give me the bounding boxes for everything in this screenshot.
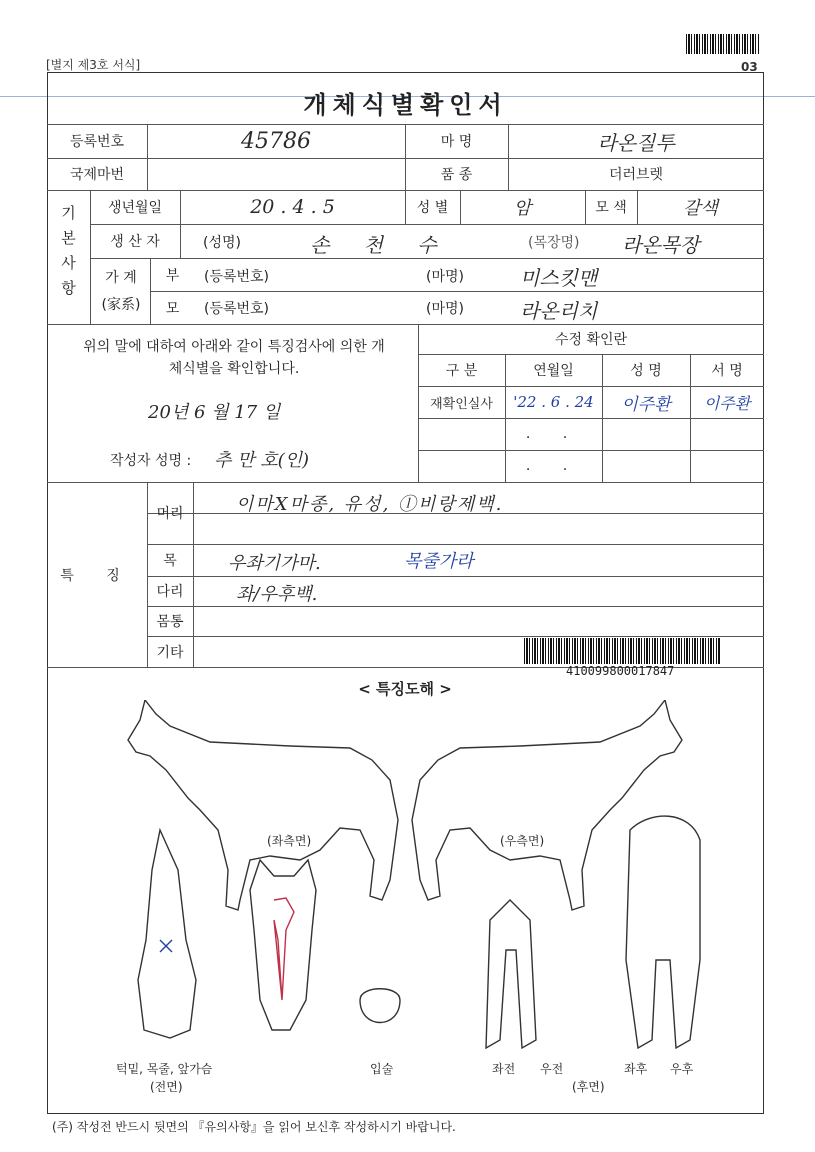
revision-row2-date: . .: [525, 426, 582, 442]
basic-section-label: 기본사항: [59, 205, 77, 305]
author-label: 작성자 성명 :: [110, 453, 192, 469]
lips-caption: 입술: [370, 1062, 394, 1076]
line: [147, 576, 764, 577]
left-hind-caption: 좌후: [624, 1062, 648, 1076]
revision-col-name: 성 명: [630, 363, 662, 379]
line: [147, 606, 764, 607]
feature-neck-value: 우좌기가마.: [228, 553, 321, 574]
revision-row1-type: 재확인실사: [430, 396, 493, 412]
line: [193, 482, 194, 667]
revision-row1-sign: 이주환: [703, 393, 751, 413]
sire-name-label: (마명): [426, 269, 464, 285]
revision-title: 수정 확인란: [554, 332, 628, 348]
breed-value: 더러브렛: [608, 167, 664, 183]
front-chest-view: [138, 830, 196, 1038]
dam-reg-label: (등록번호): [204, 301, 270, 317]
dam-name-label: (마명): [426, 301, 464, 317]
feature-other-label: 기타: [156, 644, 184, 661]
left-fore-caption: 좌전: [492, 1062, 516, 1076]
dam-label: 모: [165, 300, 180, 317]
producer-name-label: (성명): [203, 235, 241, 251]
right-side-horse: [412, 700, 682, 910]
sex-label: 성 별: [416, 200, 449, 216]
pedigree-sub-label: (家系): [101, 297, 141, 313]
producer-name-value: 손 천 수: [310, 233, 451, 257]
revision-row1-name: 이주환: [621, 394, 671, 415]
revision-col-date: 연월일: [533, 363, 574, 379]
coat-value: 갈색: [683, 198, 718, 219]
line: [147, 636, 764, 637]
horse-name-label: 마 명: [440, 134, 473, 150]
form-label: [별지 제3호 서식]: [46, 58, 141, 72]
feature-body-label: 몸통: [156, 614, 184, 630]
page-number: 03: [741, 60, 758, 74]
id-barcode: [524, 638, 720, 664]
top-barcode: [686, 34, 760, 54]
birth-label: 생년월일: [107, 200, 163, 216]
feature-neck-value-2: 목줄가라: [404, 551, 474, 572]
rear-view-caption: (후면): [572, 1080, 605, 1094]
head-marking: [274, 898, 294, 1000]
front-view-caption: (전면): [150, 1080, 183, 1094]
right-side-caption: (우측면): [500, 834, 545, 848]
feature-head-label: 머리: [156, 506, 184, 522]
left-side-caption: (좌측면): [267, 834, 312, 848]
revision-row3-date: . .: [525, 458, 582, 474]
intl-no-label: 국제마번: [69, 167, 125, 183]
reg-value: 45786: [241, 128, 311, 154]
birth-value: 20 . 4 . 5: [250, 196, 335, 218]
sire-name-value: 미스킷맨: [520, 266, 598, 290]
coat-label: 모 색: [595, 200, 627, 216]
front-caption: 턱밑, 목줄, 앞가슴: [116, 1062, 213, 1076]
revision-col-sign: 서 명: [711, 363, 743, 379]
sex-value: 암: [513, 198, 532, 219]
farm-label: (목장명): [528, 235, 580, 251]
fore-legs-view: [486, 900, 536, 1048]
confirm-statement: 위의 말에 대하여 아래와 같이 특징검사에 의한 개체식별을 확인합니다.: [83, 339, 385, 377]
breed-label: 품 종: [440, 167, 473, 183]
line: [150, 291, 764, 292]
feature-neck-label: 목: [163, 553, 177, 569]
author-value: 추 만 호(인): [214, 450, 310, 471]
feature-head-value: 이마X마종, 유성, ⓛ비랑제백.: [236, 494, 504, 515]
dam-name-value: 라온리치: [520, 299, 598, 323]
rear-view: [626, 816, 700, 1048]
line: [90, 224, 764, 225]
features-section-label: 특 징: [60, 567, 134, 584]
producer-label: 생 산 자: [110, 234, 160, 250]
diagram-title: < 특징도해 >: [358, 679, 452, 698]
confirm-date: 20년 6 월 17 일: [148, 402, 281, 423]
pedigree-label: 가 계: [105, 270, 137, 286]
revision-row1-date: '22 . 6 . 24: [513, 393, 594, 411]
sire-label: 부: [165, 267, 180, 284]
page-title: 개체식별확인서: [303, 90, 508, 119]
farm-value: 라온목장: [622, 233, 700, 257]
reg-label: 등록번호: [69, 134, 125, 150]
left-side-horse: [128, 700, 398, 910]
horse-name-value: 라온질투: [597, 130, 675, 155]
feature-legs-value: 좌/우후백.: [236, 584, 318, 605]
feature-legs-label: 다리: [156, 584, 184, 600]
right-fore-caption: 우전: [540, 1062, 564, 1076]
horse-diagram: [60, 700, 750, 1070]
footer-note: (주) 작성전 반드시 뒷면의 『유의사항』을 읽어 보신후 작성하시기 바랍니다.: [52, 1120, 456, 1134]
neck-marking: [160, 940, 172, 952]
sire-reg-label: (등록번호): [204, 269, 270, 285]
line: [147, 544, 764, 545]
lips-view: [360, 989, 400, 1023]
head-front-view: [250, 860, 316, 1030]
revision-col-type: 구 분: [445, 363, 478, 379]
right-hind-caption: 우후: [670, 1062, 694, 1076]
id-barcode-number: 410099800017847: [566, 664, 675, 678]
